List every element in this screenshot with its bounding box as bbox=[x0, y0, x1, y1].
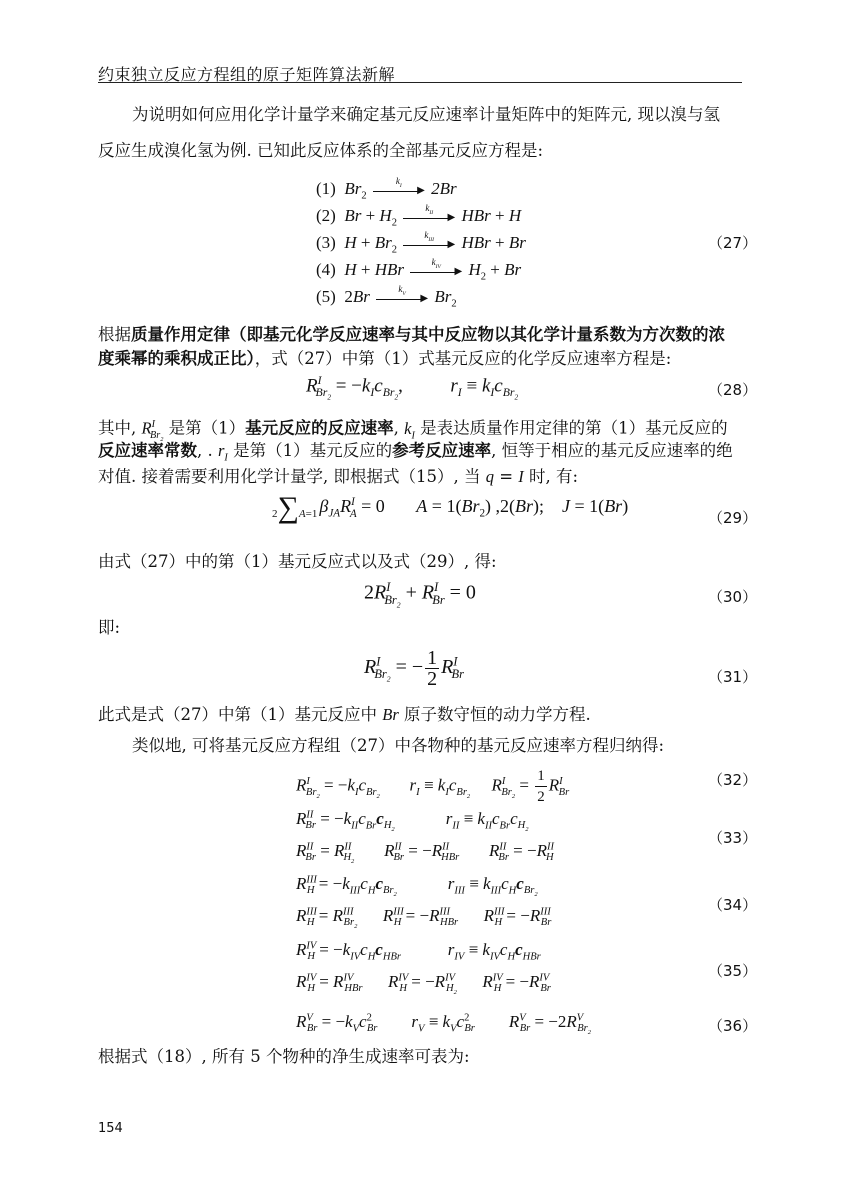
para1-line1: 为说明如何应用化学计量学来确定基元反应速率计量矩阵中的矩阵元, 现以溴与氢 bbox=[132, 105, 720, 124]
reaction-5: (5) 2Br $k_V$ ▶ $Br_2$ bbox=[316, 284, 457, 310]
para4: 由式（27）中的第（1）基元反应式以及式（29）, 得: bbox=[98, 552, 497, 571]
equation-34-line1: $R^{III}_H = -k_{III}c_Hc_{Br_2}$ $r_{III} \equiv k_{III}c_Hc_{Br_2}$ bbox=[296, 874, 538, 899]
para6: 此式是式（27）中第（1）基元反应中 Br 原子数守恒的动力学方程. bbox=[98, 705, 591, 724]
eq-number-30: （30） bbox=[708, 588, 758, 606]
equation-33-line2: $R^{II}_{Br} = R^{II}_{H_2}$ $R^{II}_{Br} = -R^{II}_{HBr}$ $R^{II}_{Br} = -R^{II}_H$ bbox=[296, 841, 555, 866]
header-rule bbox=[98, 82, 742, 83]
equation-33-line1: $R^{II}_{Br} = -k_{II}c_{Br}c_{H_2}$ $r_{II} \equiv k_{II}c_{Br}c_{H_2}$ bbox=[296, 809, 529, 834]
page-number: 154 bbox=[98, 1121, 123, 1136]
eq-number-34: （34） bbox=[708, 896, 758, 914]
eq-number-31: （31） bbox=[708, 668, 758, 686]
eq-number-35: （35） bbox=[708, 962, 758, 980]
para8: 根据式（18）, 所有 5 个物种的净生成速率可表为: bbox=[98, 1047, 470, 1066]
para5: 即: bbox=[98, 618, 121, 637]
equation-32: $R^I_{Br_2} = -k_Ic_{Br_2}$ $r_I \equiv k_Ic_{Br_2}$ $R^I_{Br_2}$ = $\frac{1}{2}$ $R^I_{Br}$ bbox=[296, 768, 570, 805]
para2-line1: 根据质量作用定律（即基元化学反应速率与其中反应物以其化学计量系数为方次数的浓 bbox=[98, 325, 725, 344]
eq-number-32: （32） bbox=[708, 771, 758, 789]
equation-28: $R^I_{Br_2} = -k_Ic_{Br_2}$, $r_I \equiv k_Ic_{Br_2}$ bbox=[306, 374, 519, 402]
eq-number-28: （28） bbox=[708, 381, 758, 399]
equation-30: $2R^I_{Br_2} + R^I_{Br} = 0$ bbox=[364, 580, 476, 610]
eq-number-29: （29） bbox=[708, 509, 758, 527]
equation-36: $R^V_{Br} = -k_Vc^2_{Br}$ $r_V \equiv k_Vc^2_{Br}$ $R^V_{Br} = -2R^V_{Br_2}$ bbox=[296, 1012, 592, 1037]
equation-31: $R^I_{Br_2}$ = − $\frac{1}{2}$ $R^I_{Br}$ bbox=[364, 647, 464, 690]
running-header: 约束独立反应方程组的原子矩阵算法新解 bbox=[98, 65, 396, 84]
para3-line2: 反应速率常数, . $r_I$ 是第（1）基元反应的参考反应速率, 恒等于相应的基元反应速率的绝 bbox=[98, 441, 733, 464]
para2-line2: 度乘幂的乘积成正比），式（27）中第（1）式基元反应的化学反应速率方程是: bbox=[98, 349, 672, 368]
eq-number-33: （33） bbox=[708, 829, 758, 847]
eq-number-27: （27） bbox=[708, 234, 758, 252]
equation-29: 2∑A=1 $\beta_{JA}R^I_A = 0$ $A = 1(Br_2)$ ,2(Br); J = 1(Br) bbox=[272, 491, 629, 524]
equation-34-line2: $R^{III}_H = R^{III}_{Br_2}$ $R^{III}_H = -R^{III}_{HBr}$ $R^{III}_H = -R^{III}_{Br}$ bbox=[296, 906, 552, 931]
para3-line1: 其中, $R^I_{Br_2}$ 是第（1）基元反应的反应速率, $k_I$ 是表达质量作用定律的第（1）基元反应的 bbox=[98, 418, 728, 443]
reaction-1: (1) $Br_2$ $k_I$ ▶ 2Br bbox=[316, 176, 457, 202]
reaction-3: (3) $H + Br_2$ $k_{III}$ ▶ HBr + Br bbox=[316, 230, 526, 256]
equation-35-line1: $R^{IV}_H = -k_{IV}c_Hc_{HBr}$ $r_{IV} \equiv k_{IV}c_Hc_{HBr}$ bbox=[296, 940, 541, 963]
para3-line3: 对值. 接着需要利用化学计量学, 即根据式（15）, 当 q = I 时, 有: bbox=[98, 467, 579, 486]
para1-line2: 反应生成溴化氢为例. 已知此反应体系的全部基元反应方程是: bbox=[98, 141, 544, 160]
reaction-2: (2) $Br + H_2$ $k_{II}$ ▶ HBr + H bbox=[316, 203, 522, 229]
eq-number-36: （36） bbox=[708, 1017, 758, 1035]
equation-35-line2: $R^{IV}_H = R^{IV}_{HBr}$ $R^{IV}_H = -R^{IV}_{H_2}$ $R^{IV}_H = -R^{IV}_{Br}$ bbox=[296, 972, 551, 997]
reaction-4: (4) H + HBr $k_{IV}$ ▶ $H_2 + Br$ bbox=[316, 257, 522, 283]
para7: 类似地, 可将基元反应方程组（27）中各物种的基元反应速率方程归纳得: bbox=[132, 736, 665, 755]
